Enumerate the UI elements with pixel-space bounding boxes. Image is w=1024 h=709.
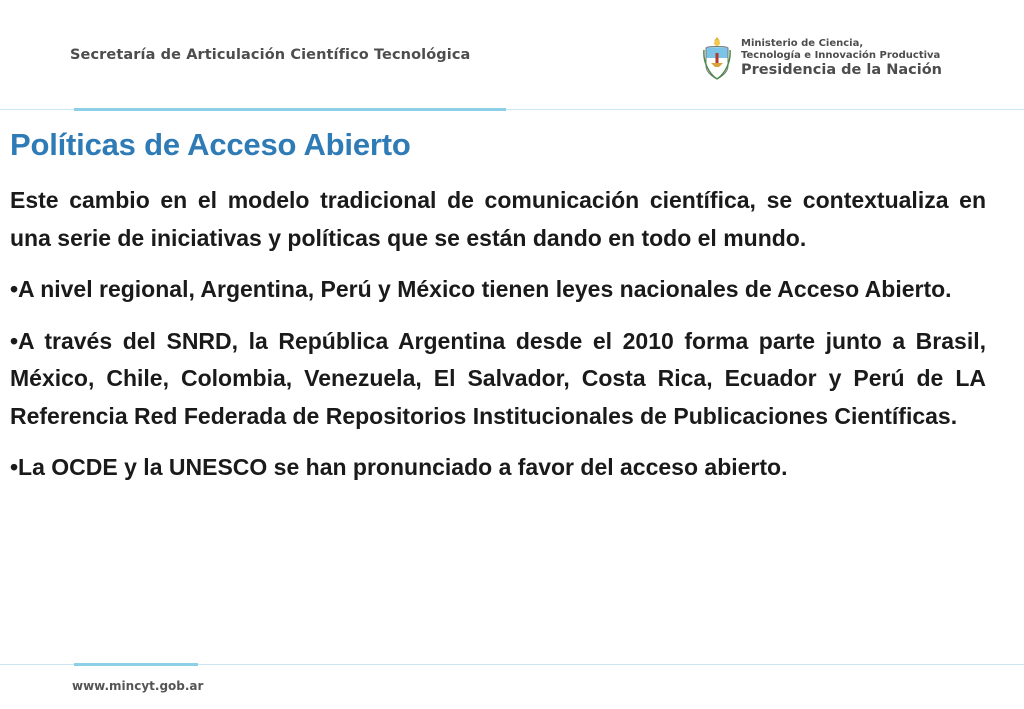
header-title: Secretaría de Articulación Científico Tecnológica bbox=[70, 47, 471, 63]
bullet-regional: •A nivel regional, Argentina, Perú y México tienen leyes nacionales de Acceso Abierto. bbox=[10, 276, 952, 302]
header-accent-bar bbox=[74, 108, 506, 111]
logo-text bbox=[741, 39, 942, 78]
ministry-logo[interactable] bbox=[703, 36, 942, 80]
slide-content bbox=[10, 127, 986, 501]
logo-line-2: Tecnología e Innovación Productiva bbox=[741, 49, 941, 61]
footer-accent-bar bbox=[74, 663, 198, 666]
logo-line-3: Presidencia de la Nación bbox=[741, 61, 942, 78]
coat-of-arms-icon bbox=[703, 36, 731, 80]
bullet-ocde-unesco: •La OCDE y la UNESCO se han pronunciado a favor del acceso abierto. bbox=[10, 454, 788, 480]
logo-line-1: Ministerio de Ciencia, bbox=[741, 37, 864, 49]
slide-title: Políticas de Acceso Abierto bbox=[10, 127, 411, 162]
footer-url-link[interactable]: www.mincyt.gob.ar bbox=[72, 679, 204, 693]
bullet-snrd: •A través del SNRD, la República Argentina desde el 2010 forma parte junto a Brasil, México, Chile, Colombia, Venezuela, El Salvador, Costa Rica, Ecuador y Perú de LA Referencia Red Federada de Repositorios Institucionales de Publicaciones Científicas. bbox=[10, 327, 986, 429]
paragraph-intro: Este cambio en el modelo tradicional de comunicación científica, se contextualiza en una serie de iniciativas y políticas que se están dando en todo el mundo. bbox=[10, 187, 986, 251]
